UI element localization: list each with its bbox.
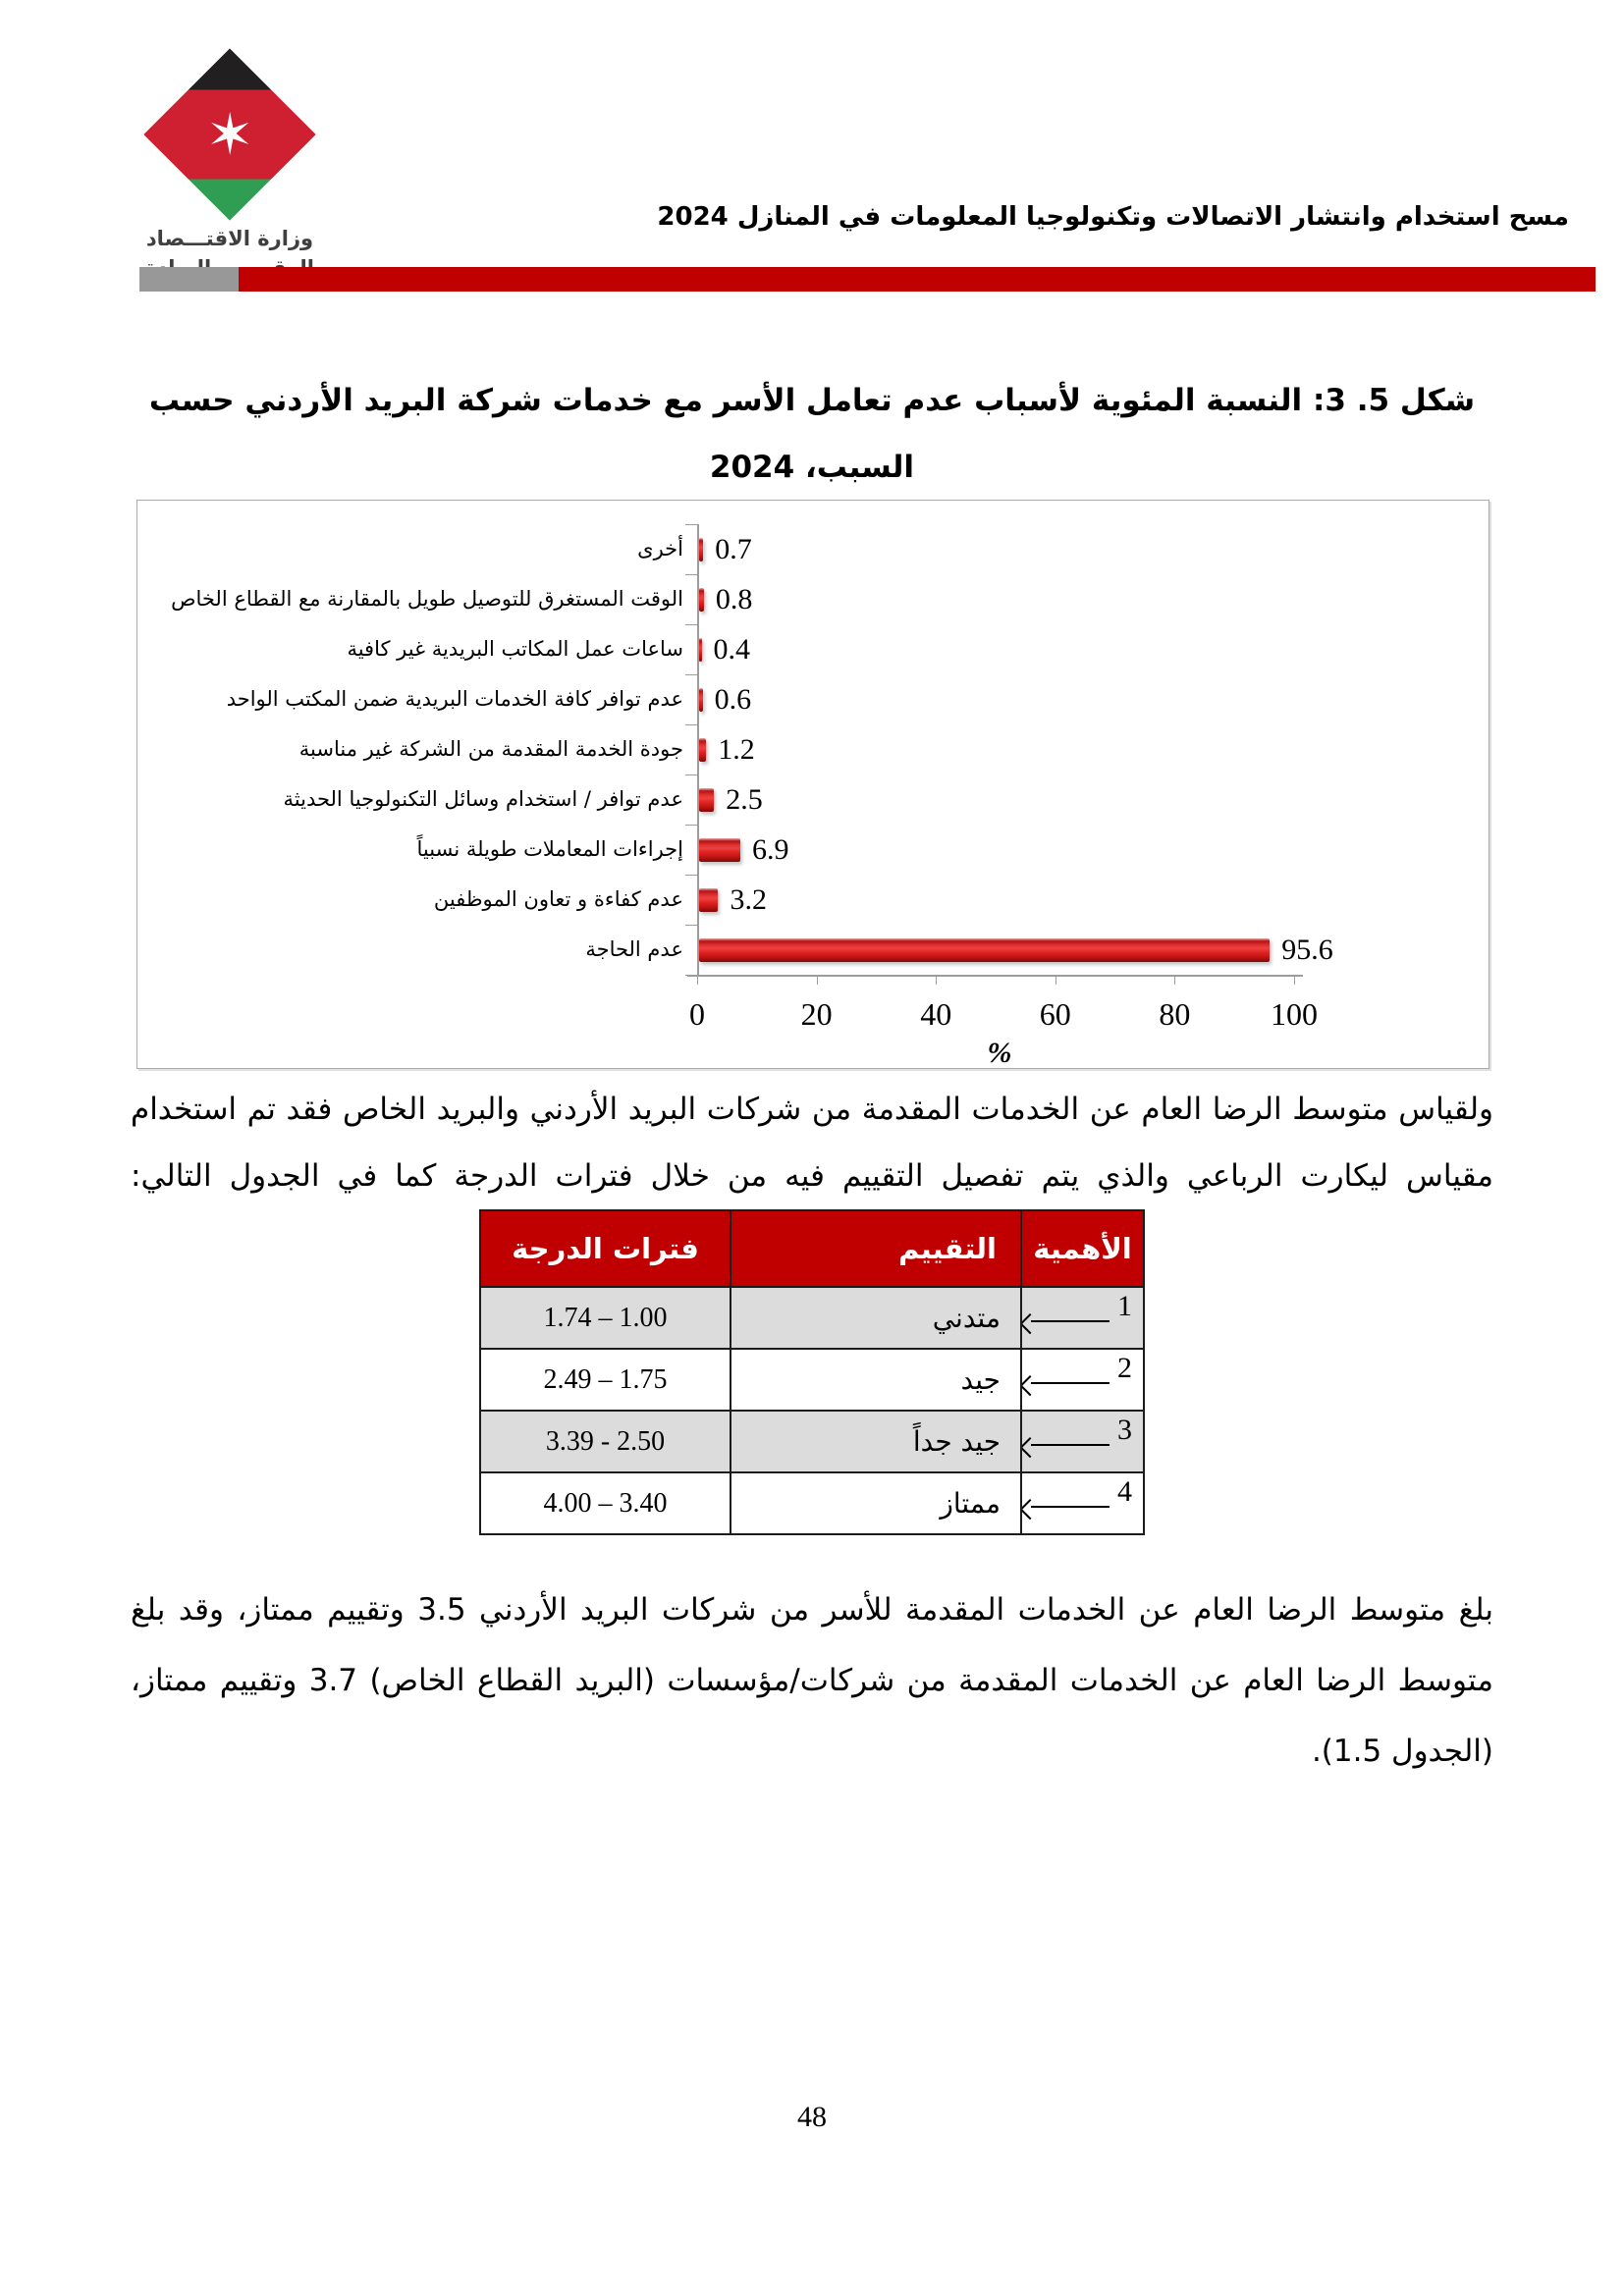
left-arrow-icon (1031, 1320, 1110, 1322)
x-tick-label: 0 (689, 996, 705, 1032)
chart-category-label: عدم توافر كافة الخدمات البريدية ضمن المكتب الواحد (226, 687, 683, 711)
importance-cell (1021, 1411, 1144, 1472)
chart-bar (699, 588, 704, 612)
chart-category-label: عدم توافر / استخدام وسائل التكنولوجيا الحديثة (283, 787, 683, 811)
left-arrow-icon (1031, 1444, 1110, 1446)
importance-cell (1021, 1349, 1144, 1411)
chart-bar (699, 538, 703, 561)
importance-cell (1021, 1287, 1144, 1349)
x-axis-tick (1174, 977, 1175, 985)
chart-bar (699, 838, 740, 862)
chart-category-label: عدم كفاءة و تعاون الموظفين (433, 887, 683, 911)
figure-caption (0, 383, 1624, 485)
logo-flag-diamond (116, 47, 344, 222)
header-red-rule (239, 267, 1596, 292)
rating-cell: متدني (731, 1287, 1021, 1349)
table-row (480, 1287, 1144, 1349)
figure-caption-line1: شكل 5. 3: النسبة المئوية لأسباب عدم تعامل الأسر مع خدمات شركة البريد الأردني حسب (148, 383, 1476, 418)
y-axis-tick (685, 724, 697, 725)
chart-value-label: 2.5 (726, 783, 763, 816)
left-arrow-icon (1031, 1382, 1110, 1384)
chart-category-label: جودة الخدمة المقدمة من الشركة غير مناسبة (298, 737, 683, 761)
paragraph-results-line1: بلغ متوسط الرضا العام عن الخدمات المقدمة للأسر من شركات البريد الأردني 3.5 وتقييم ممتاز، وقد بلغ (131, 1592, 1493, 1628)
x-tick-label: 60 (1039, 996, 1071, 1032)
running-head-title: مسح استخدام وانتشار الاتصالات وتكنولوجيا المعلومات في المنازل 2024 (657, 202, 1569, 232)
chart-value-label: 1.2 (718, 733, 755, 766)
table-header-row (480, 1210, 1144, 1287)
page-number: 48 (797, 2101, 827, 2133)
y-axis-tick (685, 875, 697, 876)
ministry-name-line1: وزارة الاقتـــصاد (145, 227, 314, 250)
chart-value-label: 6.9 (751, 833, 789, 866)
x-axis-tick (817, 977, 818, 985)
chart-category-label: عدم الحاجة (585, 937, 683, 961)
jordan-flag-diamond (143, 48, 315, 220)
x-axis-label: % (987, 1037, 1012, 1069)
interval-cell: 4.00 – 3.40 (480, 1472, 731, 1534)
chart-bar (699, 938, 1270, 962)
interval-cell: 3.39 - 2.50 (480, 1411, 731, 1472)
table-header-interval: فترات الدرجة (480, 1210, 731, 1287)
y-axis-tick (685, 825, 697, 826)
rating-cell: ممتاز (731, 1472, 1021, 1534)
chart-value-label: 0.8 (715, 583, 753, 615)
x-tick-label: 40 (920, 996, 952, 1032)
rating-cell: جيد (731, 1349, 1021, 1411)
importance-value: 2 (1117, 1351, 1132, 1384)
bar-chart (136, 500, 1489, 1069)
chart-category-label: إجراءات المعاملات طويلة نسبياً (416, 837, 683, 861)
chart-bar (699, 738, 706, 762)
chart-value-label: 0.4 (713, 633, 750, 666)
y-axis-tick (685, 574, 697, 575)
chart-bar (699, 688, 703, 712)
table-row (480, 1472, 1144, 1534)
rating-scale-table (479, 1209, 1145, 1535)
chart-bar (699, 638, 702, 662)
x-tick-label: 20 (800, 996, 833, 1032)
x-tick-label: 100 (1271, 996, 1318, 1032)
x-axis-tick (697, 977, 698, 985)
x-axis-tick (936, 977, 937, 985)
rating-cell: جيد جداً (731, 1411, 1021, 1472)
importance-value: 1 (1117, 1289, 1132, 1322)
x-axis-line (687, 975, 1303, 977)
chart-bar (699, 788, 714, 812)
interval-cell: 1.74 – 1.00 (480, 1287, 731, 1349)
paragraph-methodology-line1: ولقياس متوسط الرضا العام عن الخدمات المقدمة من شركات البريد الأردني والبريد الخاص فقد تم استخدام (131, 1092, 1493, 1127)
chart-category-label: ساعات عمل المكاتب البريدية غير كافية (347, 637, 683, 661)
header-gray-block (139, 267, 239, 292)
ministry-logo (116, 47, 344, 284)
y-axis-tick (685, 975, 697, 976)
y-axis-tick (685, 674, 697, 675)
importance-value: 3 (1117, 1413, 1132, 1446)
table-header-rating: التقييم (731, 1210, 1021, 1287)
chart-value-label: 95.6 (1281, 934, 1333, 966)
figure-caption-line2: السبب، 2024 (709, 450, 915, 485)
chart-value-label: 0.7 (715, 533, 752, 565)
chart-bar (699, 888, 718, 912)
interval-cell: 2.49 – 1.75 (480, 1349, 731, 1411)
y-axis-tick (685, 624, 697, 625)
x-tick-label: 80 (1159, 996, 1191, 1032)
paragraph-results-line2: متوسط الرضا العام عن الخدمات المقدمة من شركات/مؤسسات (البريد القطاع الخاص) 3.7 وتقييم ممتاز، (131, 1663, 1493, 1698)
x-axis-tick (1294, 977, 1295, 985)
table-row (480, 1349, 1144, 1411)
chart-plot-area (137, 501, 1489, 1068)
importance-cell (1021, 1472, 1144, 1534)
importance-value: 4 (1117, 1474, 1132, 1508)
chart-category-label: أخرى (637, 537, 683, 561)
chart-value-label: 0.6 (714, 683, 752, 716)
y-axis-tick (685, 925, 697, 926)
star-icon: ✶ (205, 100, 254, 168)
table-row (480, 1411, 1144, 1472)
left-arrow-icon (1031, 1506, 1110, 1508)
chart-category-label: الوقت المستغرق للتوصيل طويل بالمقارنة مع القطاع الخاص (171, 587, 683, 611)
table-header-importance: الأهمية (1021, 1210, 1144, 1287)
paragraph-results-line3: (الجدول 1.5). (1311, 1734, 1493, 1769)
paragraph-methodology-line2: مقياس ليكارت الرباعي والذي يتم تفصيل التقييم فيه من خلال فترات الدرجة كما في الجدول التالي: (131, 1158, 1493, 1194)
chart-value-label: 3.2 (730, 883, 767, 916)
y-axis-tick (685, 774, 697, 775)
y-axis-tick (685, 524, 697, 525)
